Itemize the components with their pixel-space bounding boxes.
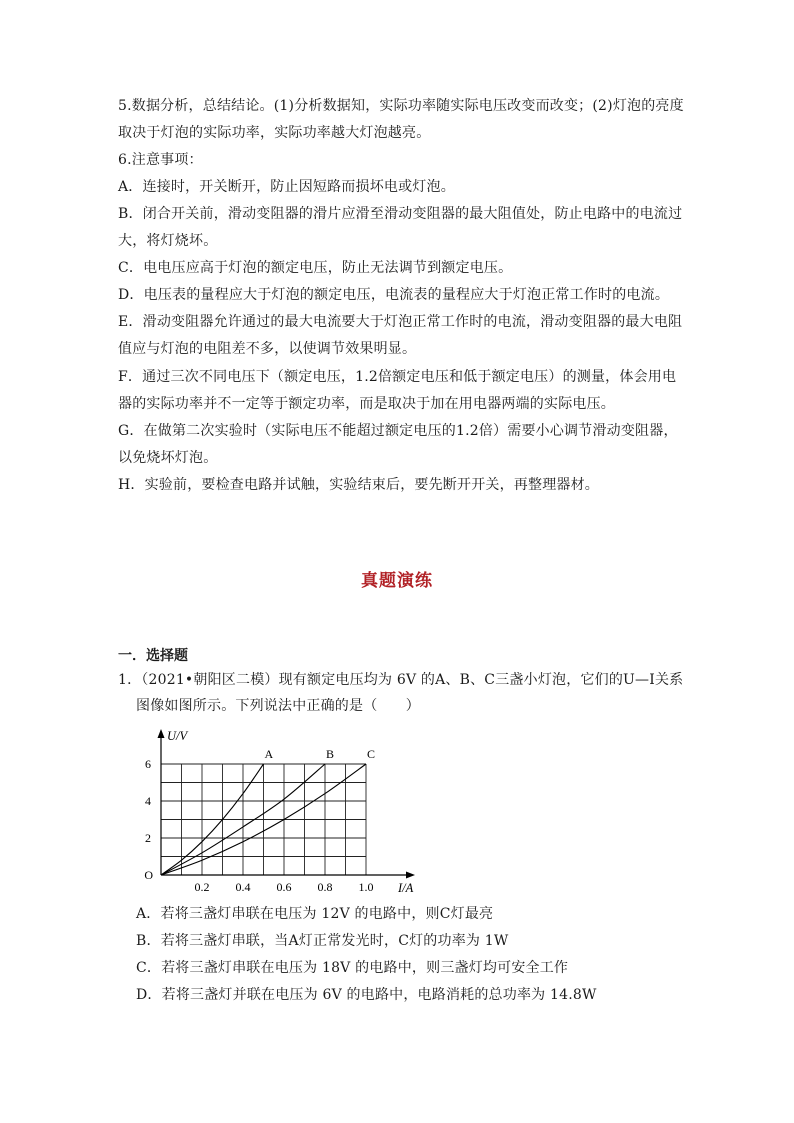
- note-line-6: 大，将灯烧坏。: [118, 233, 218, 249]
- note-line-2: 取决于灯泡的实际功率，实际功率越大灯泡越亮。: [118, 125, 431, 141]
- question-stem-line-2: 图像如图所示。下列说法中正确的是（ ）: [136, 698, 420, 714]
- note-line-5: B．闭合开关前，滑动变阻器的滑片应滑至滑动变阻器的最大阻值处，防止电路中的电流过: [118, 206, 683, 222]
- note-line-1: 5.数据分析，总结结论。(1)分析数据知，实际功率随实际电压改变而改变；(2)灯泡的亮度: [118, 98, 684, 114]
- series-label-a: A: [264, 747, 274, 761]
- option-a: A．若将三盏灯串联在电压为 12V 的电路中，则C灯最亮: [136, 906, 494, 922]
- y-axis-label: U/V: [167, 729, 188, 743]
- series-label-b: B: [326, 747, 335, 761]
- question-stem-line-1: 1．（2021•朝阳区二模）现有额定电压均为 6V 的A、B、C三盏小灯泡，它们的U—I关系: [118, 672, 684, 688]
- x-axis-arrow: [406, 872, 415, 879]
- y-tick-label: 4: [145, 794, 151, 808]
- x-tick-label: 0.6: [276, 880, 292, 894]
- note-line-10: 值应与灯泡的电阻差不多，以使调节效果明显。: [118, 341, 417, 357]
- y-tick-label: 6: [145, 757, 151, 771]
- x-tick-label: 1.0: [358, 880, 374, 894]
- origin-label: O: [144, 868, 153, 882]
- note-line-7: C．电电压应高于灯泡的额定电压，防止无法调节到额定电压。: [118, 260, 513, 276]
- x-axis-label: I/A: [398, 881, 414, 895]
- y-tick-label: 2: [145, 831, 151, 845]
- note-line-14: 以免烧坏灯泡。: [118, 450, 218, 466]
- option-b: B．若将三盏灯串联，当A灯正常发光时，C灯的功率为 1W: [136, 933, 509, 949]
- series-label-c: C: [367, 747, 376, 761]
- option-d: D．若将三盏灯并联在电压为 6V 的电路中，电路消耗的总功率为 14.8W: [136, 987, 597, 1003]
- note-line-12: 器的实际功率并不一定等于额定功率，而是取决于加在用电器两端的实际电压。: [118, 396, 615, 412]
- note-line-8: D．电压表的量程应大于灯泡的额定电压，电流表的量程应大于灯泡正常工作时的电流。: [118, 287, 670, 303]
- x-tick-label: 0.2: [194, 880, 210, 894]
- note-line-15: H．实验前，要检查电路并试触，实验结束后，要先断开开关，再整理器材。: [118, 477, 600, 493]
- option-c: C．若将三盏灯串联在电压为 18V 的电路中，则三盏灯均可安全工作: [136, 960, 569, 976]
- note-line-3: 6.注意事项：: [118, 152, 203, 168]
- note-line-4: A．连接时，开关断开，防止因短路而损坏电或灯泡。: [118, 179, 455, 195]
- y-axis-arrow: [158, 729, 165, 738]
- note-line-11: F．通过三次不同电压下（额定电压，1.2倍额定电压和低于额定电压）的测量，体会用电: [118, 369, 677, 385]
- note-line-13: G．在做第二次实验时（实际电压不能超过额定电压的1.2倍）需要小心调节滑动变阻器，: [118, 423, 678, 439]
- x-tick-label: 0.8: [317, 880, 333, 894]
- section-heading: 一．选择题: [118, 648, 188, 664]
- u-i-chart: [130, 724, 430, 899]
- section-title: 真题演练: [361, 571, 433, 591]
- note-line-9: E．滑动变阻器允许通过的最大电流要大于灯泡正常工作时的电流，滑动变阻器的最大电阻: [118, 314, 683, 330]
- x-tick-label: 0.4: [235, 880, 251, 894]
- chart-labels: [144, 729, 413, 895]
